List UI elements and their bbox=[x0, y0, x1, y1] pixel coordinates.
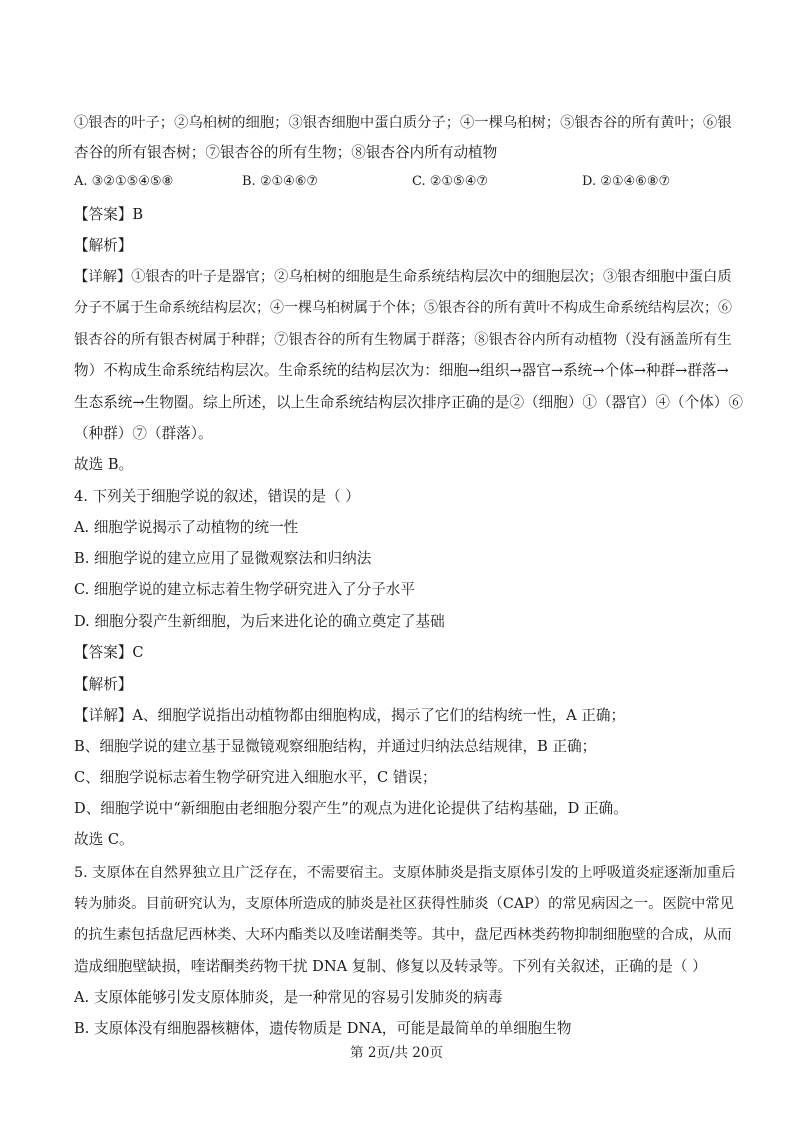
q3-detail-line-2: 分子不属于生命系统结构层次；④一棵乌桕树属于个体；⑤银杏谷的所有黄叶不构成生命系统结构层次；⑥ bbox=[74, 300, 732, 316]
q4-detail-line-3: C、细胞学说标志着生物学研究进入细胞水平，C 错误； bbox=[74, 769, 437, 786]
q4-conclusion: 故选 C。 bbox=[74, 831, 134, 848]
q4-option-a: A. 细胞学说揭示了动植物的统一性 bbox=[74, 519, 299, 536]
q3-answer: 【答案】B bbox=[74, 206, 144, 223]
q3-stem-line-2: 杏谷的所有银杏树；⑦银杏谷的所有生物；⑧银杏谷内所有动植物 bbox=[74, 144, 498, 161]
q3-conclusion: 故选 B。 bbox=[74, 456, 134, 473]
q4-option-b: B. 细胞学说的建立应用了显微观察法和归纳法 bbox=[74, 550, 372, 567]
q4-detail-line-1: 【详解】A、细胞学说指出动植物都由细胞构成，揭示了它们的结构统一性，A 正确； bbox=[74, 707, 626, 724]
q3-detail-line-5: 生态系统→生物圈。综上所述，以上生命系统结构层次排序正确的是②（细胞）①（器官）④（个体）⑥ bbox=[74, 394, 743, 411]
q4-analysis-label: 【解析】 bbox=[74, 676, 133, 693]
q4-stem: 4. 下列关于细胞学说的叙述，错误的是（ ） bbox=[74, 488, 360, 505]
q4-option-c: C. 细胞学说的建立标志着生物学研究进入了分子水平 bbox=[74, 581, 415, 598]
q3-option-b: B. ②①④⑥⑦ bbox=[242, 174, 319, 189]
q5-option-b: B. 支原体没有细胞器核糖体，遗传物质是 DNA，可能是最简单的单细胞生物 bbox=[74, 1020, 572, 1037]
q3-detail-line-1: 【详解】①银杏的叶子是器官；②乌桕树的细胞是生命系统结构层次中的细胞层次；③银杏细胞中蛋白质 bbox=[74, 269, 732, 285]
q5-stem-line-2: 转为肺炎。目前研究认为，支原体所造成的肺炎是社区获得性肺炎（CAP）的常见病因之一。医院中常见 bbox=[74, 896, 734, 912]
q4-option-d: D. 细胞分裂产生新细胞，为后来进化论的确立奠定了基础 bbox=[74, 613, 445, 630]
q4-detail-line-4: D、细胞学说中“新细胞由老细胞分裂产生”的观点为进化论提供了结构基础，D 正确。 bbox=[74, 800, 628, 817]
q5-stem-line-1: 5. 支原体在自然界独立且广泛存在，不需要宿主。支原体肺炎是指支原体引发的上呼吸道炎症逐渐加重后 bbox=[74, 865, 736, 881]
page-footer: 第 2页/共 20页 bbox=[350, 1045, 443, 1061]
q5-stem-line-3: 的抗生素包括盘尼西林类、大环内酯类以及喹诺酮类等。其中，盘尼西林类药物抑制细胞壁的合成，从而 bbox=[74, 927, 732, 943]
q4-detail-line-2: B、细胞学说的建立基于显微镜观察细胞结构，并通过归纳法总结规律，B 正确； bbox=[74, 738, 597, 755]
q3-options bbox=[74, 174, 734, 194]
q4-answer: 【答案】C bbox=[74, 644, 144, 661]
q3-option-a: A. ③②①⑤④⑤⑧ bbox=[74, 174, 174, 189]
q3-option-d: D. ②①④⑥⑧⑦ bbox=[582, 174, 671, 189]
q3-option-c: C. ②①⑤④⑦ bbox=[412, 174, 489, 189]
q3-detail-line-4: 物）不构成生命系统结构层次。生命系统的结构层次为：细胞→组织→器官→系统→个体→种群→群落→ bbox=[74, 362, 729, 379]
q5-option-a: A. 支原体能够引发支原体肺炎，是一种常见的容易引发肺炎的病毒 bbox=[74, 989, 503, 1006]
q3-stem-line-1: ①银杏的叶子；②乌桕树的细胞；③银杏细胞中蛋白质分子；④一棵乌桕树；⑤银杏谷的所有黄叶；⑥银 bbox=[74, 115, 732, 131]
q3-analysis-label: 【解析】 bbox=[74, 237, 133, 254]
q3-detail-line-6: （种群）⑦（群落）。 bbox=[74, 425, 213, 442]
q3-detail-line-3: 银杏谷的所有银杏树属于种群；⑦银杏谷的所有生物属于群落；⑧银杏谷内所有动植物（没有涵盖所有生 bbox=[74, 332, 732, 348]
q5-stem-line-4: 造成细胞壁缺损，喹诺酮类药物干扰 DNA 复制、修复以及转录等。下列有关叙述，正确的是（ ） bbox=[74, 958, 707, 975]
